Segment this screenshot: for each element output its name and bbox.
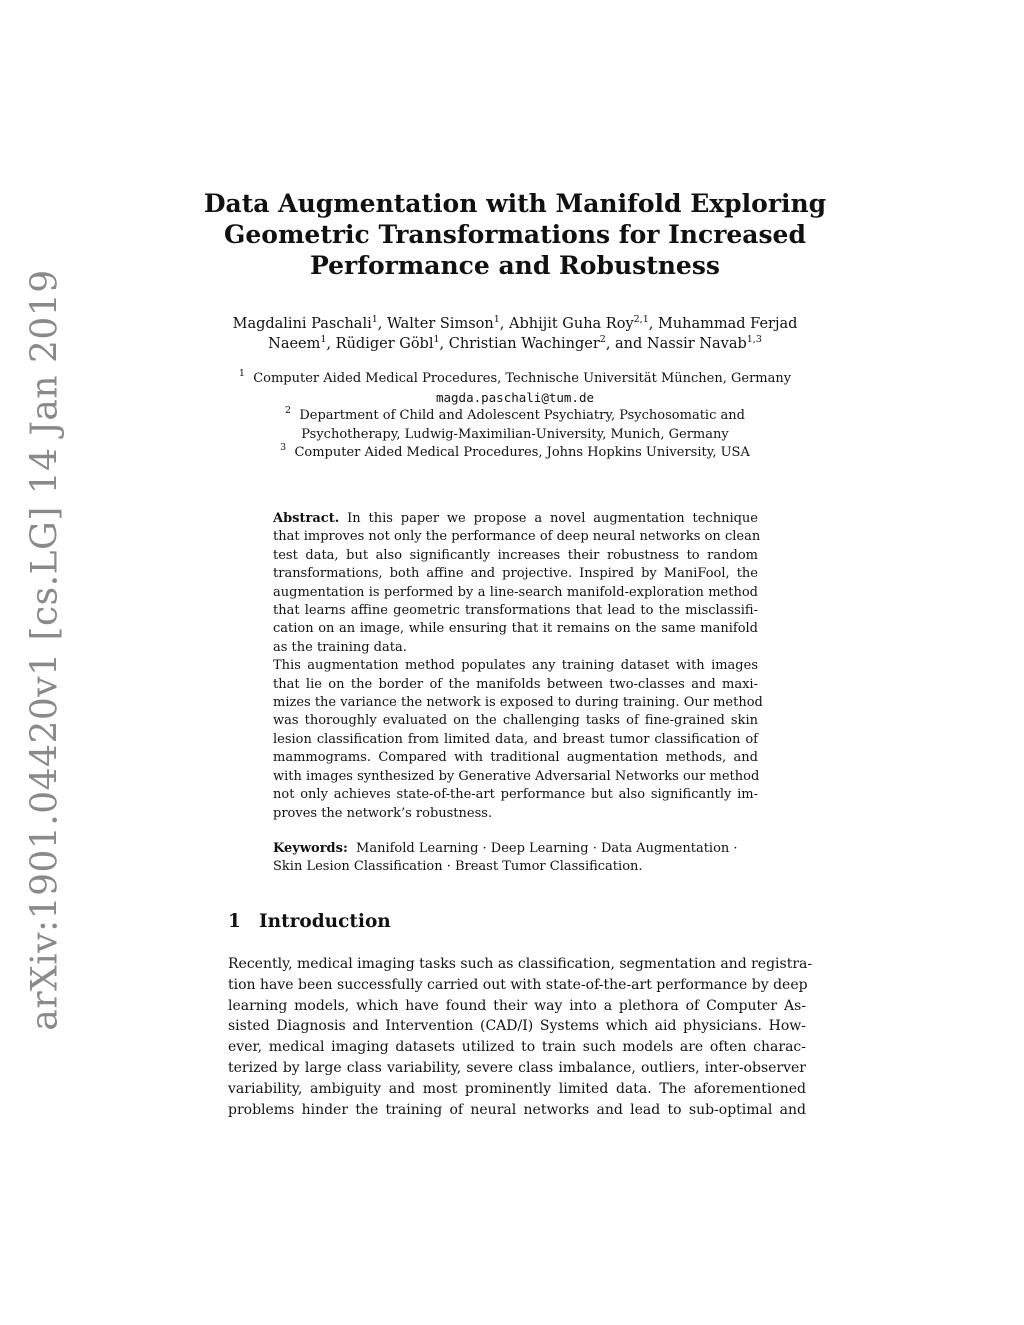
affiliation-2-continued: Psychotherapy, Ludwig-Maximilian-University, Munich, Germany [301, 426, 729, 442]
arxiv-identifier-stamp: arXiv:1901.04420v1 [cs.LG] 14 Jan 2019 [24, 269, 66, 1031]
affiliation-text: Computer Aided Medical Procedures, Johns Hopkins University, USA [294, 445, 750, 460]
author-line [200, 314, 830, 334]
author-name: Walter Simson [387, 316, 494, 332]
body-line: tion have been successfully carried out with state-of-the-art performance by deep [228, 976, 808, 993]
affiliation-number: 3 [280, 442, 287, 453]
author-separator: , [377, 316, 387, 332]
author-name: Rüdiger Göbl [335, 336, 434, 352]
keywords-label: Keywords: [273, 841, 348, 856]
abstract-line: transformations, both affine and projective. Inspired by ManiFool, the [273, 566, 758, 582]
title-line: Geometric Transformations for Increased [224, 220, 806, 249]
title-line: Data Augmentation with Manifold Exploring [203, 189, 827, 218]
author-name: Muhammad Ferjad [657, 316, 798, 332]
abstract-label: Abstract. [273, 511, 340, 526]
keywords [273, 840, 758, 877]
abstract-line: This augmentation method populates any training dataset with images [273, 658, 758, 674]
abstract-line: lesion classification from limited data, and breast tumor classification of [273, 731, 758, 747]
author-name: and Nassir Navab [615, 336, 747, 352]
abstract-line: as the training data. [273, 639, 407, 655]
section-title: Introduction [259, 911, 391, 932]
contact-email[interactable]: magda.paschali@tum.de [435, 389, 595, 405]
affiliation-2 [200, 407, 830, 426]
keywords-text: Manifold Learning · Deep Learning · Data Augmentation · [356, 841, 738, 856]
keywords-line [273, 840, 758, 858]
section-number: 1 [228, 911, 241, 932]
abstract [273, 510, 763, 823]
abstract-line: test data, but also significantly increases their robustness to random [273, 547, 758, 563]
affiliation-number: 1 [238, 368, 245, 379]
abstract-line: that lie on the border of the manifolds between two-classes and maxi- [273, 676, 758, 692]
keywords-line: Skin Lesion Classification · Breast Tumor Classification. [273, 859, 643, 875]
body-line: variability, ambiguity and most prominently limited data. The aforementioned [228, 1080, 806, 1097]
author-separator: , [499, 316, 509, 332]
author-list [200, 314, 830, 354]
author-affiliation-mark: 2 [599, 334, 606, 345]
author-affiliation-mark: 1 [320, 334, 327, 345]
author-affiliation-mark: 1,3 [746, 334, 762, 345]
author-separator: , [439, 336, 449, 352]
body-line: learning models, which have found their way into a plethora of Computer As- [228, 997, 806, 1014]
author-name: Magdalini Paschali [232, 316, 372, 332]
abstract-line: that learns affine geometric transformations that lead to the misclassifi- [273, 603, 758, 619]
body-line: problems hinder the training of neural networks and lead to sub-optimal and [228, 1101, 806, 1118]
abstract-line: that improves not only the performance of deep neural networks on clean [273, 529, 761, 545]
abstract-line: cation on an image, while ensuring that it remains on the same manifold [273, 621, 758, 637]
body-line: terized by large class variability, severe class imbalance, outliers, inter-observer [228, 1059, 806, 1076]
title-line: Performance and Robustness [310, 251, 720, 280]
author-affiliation-mark: 2,1 [633, 314, 649, 325]
affiliation-3 [200, 444, 830, 463]
abstract-line: mizes the variance the network is exposed to during training. Our method [273, 695, 763, 711]
author-separator: , [648, 316, 658, 332]
abstract-line: not only achieves state-of-the-art performance but also significantly im- [273, 787, 758, 803]
abstract-text: In this paper we propose a novel augmentation technique [347, 511, 758, 526]
body-line: Recently, medical imaging tasks such as classification, segmentation and registra- [228, 956, 813, 972]
author-name: Abhijit Guha Roy [508, 316, 634, 332]
abstract-line [273, 510, 758, 528]
author-affiliation-mark: 1 [493, 314, 500, 325]
body-line: sisted Diagnosis and Intervention (CAD/I) Systems which aid physicians. How- [228, 1018, 806, 1035]
section-heading-introduction [228, 910, 391, 934]
paper-title [180, 188, 850, 281]
affiliation-text: Department of Child and Adolescent Psychiatry, Psychosomatic and [299, 408, 745, 423]
author-line [200, 334, 830, 354]
author-affiliation-mark: 1 [371, 314, 378, 325]
abstract-line: was thoroughly evaluated on the challenging tasks of fine-grained skin [273, 713, 758, 729]
author-affiliation-mark: 1 [433, 334, 440, 345]
author-separator: , [605, 336, 616, 352]
affiliation-list [200, 370, 830, 463]
abstract-line: mammograms. Compared with traditional augmentation methods, and [273, 750, 758, 766]
author-separator: , [326, 336, 336, 352]
author-name: Naeem [268, 336, 321, 352]
abstract-line: augmentation is performed by a line-search manifold-exploration method [273, 584, 758, 600]
body-line: ever, medical imaging datasets utilized to train such models are often charac- [228, 1039, 806, 1056]
author-name: Christian Wachinger [448, 336, 600, 352]
introduction-body [228, 954, 813, 1120]
affiliation-number: 2 [285, 405, 292, 416]
abstract-line: with images synthesized by Generative Adversarial Networks our method [273, 768, 760, 784]
abstract-line: proves the network’s robustness. [273, 805, 493, 821]
affiliation-text: Computer Aided Medical Procedures, Technische Universität München, Germany [253, 371, 792, 386]
affiliation-1 [200, 370, 830, 389]
